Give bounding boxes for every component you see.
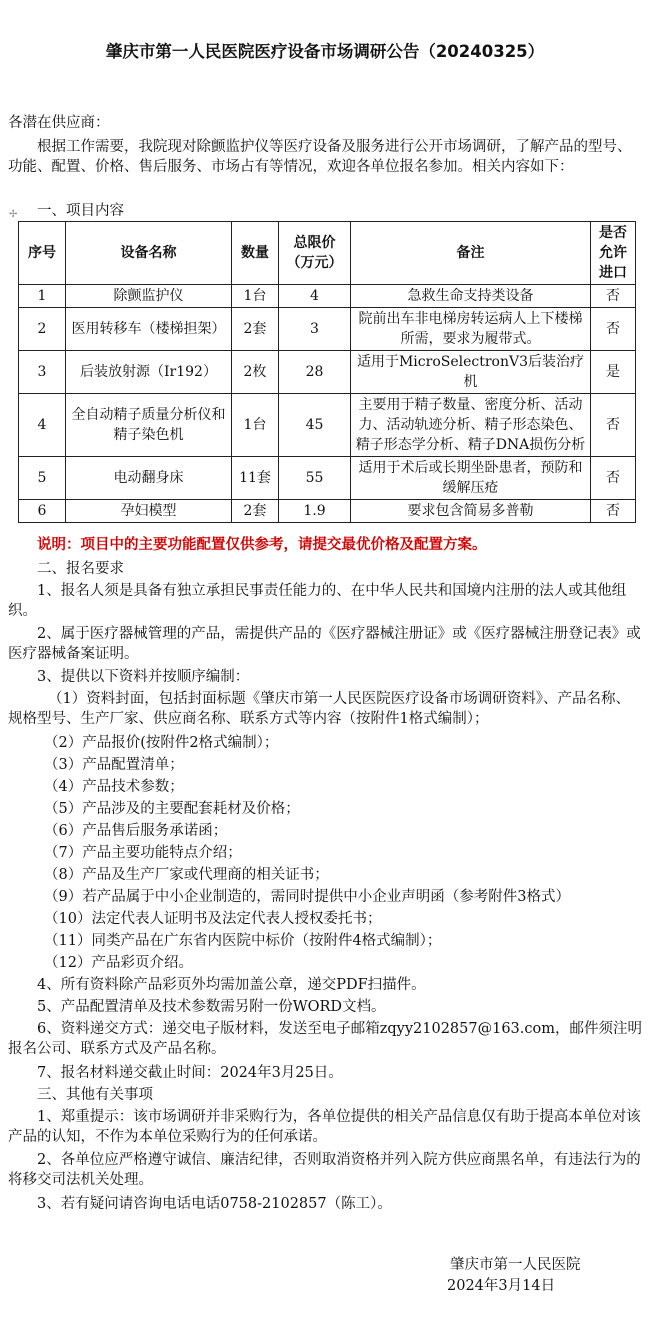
requirement-2: 2、属于医疗器械管理的产品，需提供产品的《医疗器械注册证》或《医疗器械注册登记表》或医疗器械备案证明。 <box>8 626 641 662</box>
requirement-3-item: （6）产品售后服务承诺函； <box>44 823 228 839</box>
intro-paragraph: 根据工作需要，我院现对除颤监护仪等医疗设备及服务进行公开市场调研，了解产品的型号、功能、配置、价格、售后服务、市场占有等情况，欢迎各单位报名参加。相关内容如下： <box>8 139 632 175</box>
cell-price-limit: 55 <box>279 457 351 500</box>
other-2: 2、各单位应严格遵守诚信、廉洁纪律，否则取消资格并列入院方供应商黑名单，有违法行为的将移交司法机关处理。 <box>8 1152 641 1188</box>
cell-device-name: 全自动精子质量分析仪和精子染色机 <box>66 394 232 457</box>
cell-import-allowed: 是 <box>591 351 636 394</box>
requirement-3-item: （10）法定代表人证明书及法定代表人授权委托书； <box>44 911 382 927</box>
requirement-7: 7、报名材料递交截止时间：2024年3月25日。 <box>37 1065 343 1081</box>
cell-remark: 院前出车非电梯房转运病人上下楼梯所需，要求为履带式。 <box>351 308 591 351</box>
cell-remark: 适用于MicroSelectronV3后装治疗机 <box>351 351 591 394</box>
cell-import-allowed: 否 <box>591 394 636 457</box>
cell-device-name: 后装放射源（Ir192） <box>66 351 232 394</box>
cell-price-limit: 45 <box>279 394 351 457</box>
cell-quantity: 2套 <box>232 308 279 351</box>
signature-date: 2024年3月14日 <box>447 1278 556 1294</box>
section-1-heading: 一、项目内容 <box>37 203 124 219</box>
table-row <box>19 308 636 351</box>
cell-index: 3 <box>19 351 66 394</box>
cell-import-allowed: 否 <box>591 308 636 351</box>
table-row <box>19 500 636 523</box>
requirement-3-item: （2）产品报价(按附件2格式编制）； <box>44 735 279 751</box>
cell-quantity: 1台 <box>232 394 279 457</box>
header-device-name: 设备名称 <box>66 222 232 285</box>
cell-remark: 要求包含简易多普勒 <box>351 500 591 523</box>
cell-price-limit: 28 <box>279 351 351 394</box>
cell-quantity: 1台 <box>232 285 279 308</box>
requirement-3-item: （3）产品配置清单； <box>44 757 184 773</box>
header-quantity: 数量 <box>232 222 279 285</box>
requirement-3-item: （9）若产品属于中小企业制造的，需同时提供中小企业声明函（参考附件3格式） <box>44 889 570 905</box>
table-row <box>19 285 636 308</box>
header-import-allowed: 是否允许进口 <box>591 222 636 285</box>
requirement-3-item: （12）产品彩页介绍。 <box>44 955 193 971</box>
requirement-6: 6、资料递交方式：递交电子版材料，发送至电子邮箱zqyy2102857@163.com，邮件须注明报名公司、联系方式及产品名称。 <box>8 1021 642 1057</box>
requirement-3-item: （8）产品及生产厂家或代理商的相关证书； <box>44 867 329 883</box>
greeting: 各潜在供应商： <box>8 115 110 131</box>
cell-remark: 急救生命支持类设备 <box>351 285 591 308</box>
header-remark: 备注 <box>351 222 591 285</box>
page-title: 肇庆市第一人民医院医疗设备市场调研公告（20240325） <box>105 42 545 61</box>
cell-index: 2 <box>19 308 66 351</box>
table-row <box>19 394 636 457</box>
signature-org: 肇庆市第一人民医院 <box>450 1257 581 1273</box>
cell-quantity: 11套 <box>232 457 279 500</box>
cell-quantity: 2套 <box>232 500 279 523</box>
cell-price-limit: 1.9 <box>279 500 351 523</box>
requirement-3-item: （4）产品技术参数； <box>44 779 184 795</box>
cell-remark: 主要用于精子数量、密度分析、活动力、活动轨迹分析、精子形态染色、精子形态学分析、精子DNA损伤分析 <box>351 394 591 457</box>
cell-import-allowed: 否 <box>591 457 636 500</box>
table-header-row <box>19 222 636 285</box>
header-index: 序号 <box>19 222 66 285</box>
section-2-heading: 二、报名要求 <box>37 561 124 577</box>
cell-device-name: 除颤监护仪 <box>66 285 232 308</box>
requirement-4: 4、所有资料除产品彩页外均需加盖公章，递交PDF扫描件。 <box>37 977 426 993</box>
section-3-heading: 三、其他有关事项 <box>37 1087 153 1103</box>
anchor-mark: ✢ <box>9 209 18 220</box>
cell-import-allowed: 否 <box>591 500 636 523</box>
requirement-3-item-1: （1）资料封面，包括封面标题《肇庆市第一人民医院医疗设备市场调研资料》、产品名称、规格型号、生产厂家、供应商名称、联系方式等内容（按附件1格式编制）； <box>8 691 630 727</box>
cell-device-name: 电动翻身床 <box>66 457 232 500</box>
requirement-3-item: （7）产品主要功能特点介绍； <box>44 845 242 861</box>
cell-index: 4 <box>19 394 66 457</box>
cell-index: 5 <box>19 457 66 500</box>
table-row <box>19 457 636 500</box>
cell-import-allowed: 否 <box>591 285 636 308</box>
requirement-5: 5、产品配置清单及技术参数需另附一份WORD文档。 <box>37 999 386 1015</box>
requirement-3-item: （5）产品涉及的主要配套耗材及价格； <box>44 801 300 817</box>
cell-remark: 适用于术后或长期坐卧患者，预防和缓解压疮 <box>351 457 591 500</box>
requirement-1: 1、报名人须是具备有独立承担民事责任能力的、在中华人民共和国境内注册的法人或其他组织。 <box>8 583 627 619</box>
requirement-3-item: （11）同类产品在广东省内医院中标价（按附件4格式编制）； <box>44 933 442 949</box>
cell-device-name: 孕妇模型 <box>66 500 232 523</box>
table-row <box>19 351 636 394</box>
cell-index: 1 <box>19 285 66 308</box>
header-price-limit: 总限价（万元） <box>279 222 351 285</box>
cell-quantity: 2枚 <box>232 351 279 394</box>
other-3: 3、若有疑问请咨询电话电话0758-2102857（陈工）。 <box>37 1196 392 1212</box>
note-text: 说明：项目中的主要功能配置仅供参考，请提交最优价格及配置方案。 <box>37 536 487 553</box>
requirement-3: 3、提供以下资料并按顺序编制： <box>37 669 250 685</box>
other-1: 1、郑重提示：该市场调研并非采购行为，各单位提供的相关产品信息仅有助于提高本单位对该产品的认知，不作为本单位采购行为的任何承诺。 <box>8 1109 641 1145</box>
cell-price-limit: 4 <box>279 285 351 308</box>
items-table <box>18 221 636 523</box>
cell-device-name: 医用转移车（楼梯担架） <box>66 308 232 351</box>
cell-index: 6 <box>19 500 66 523</box>
cell-price-limit: 3 <box>279 308 351 351</box>
